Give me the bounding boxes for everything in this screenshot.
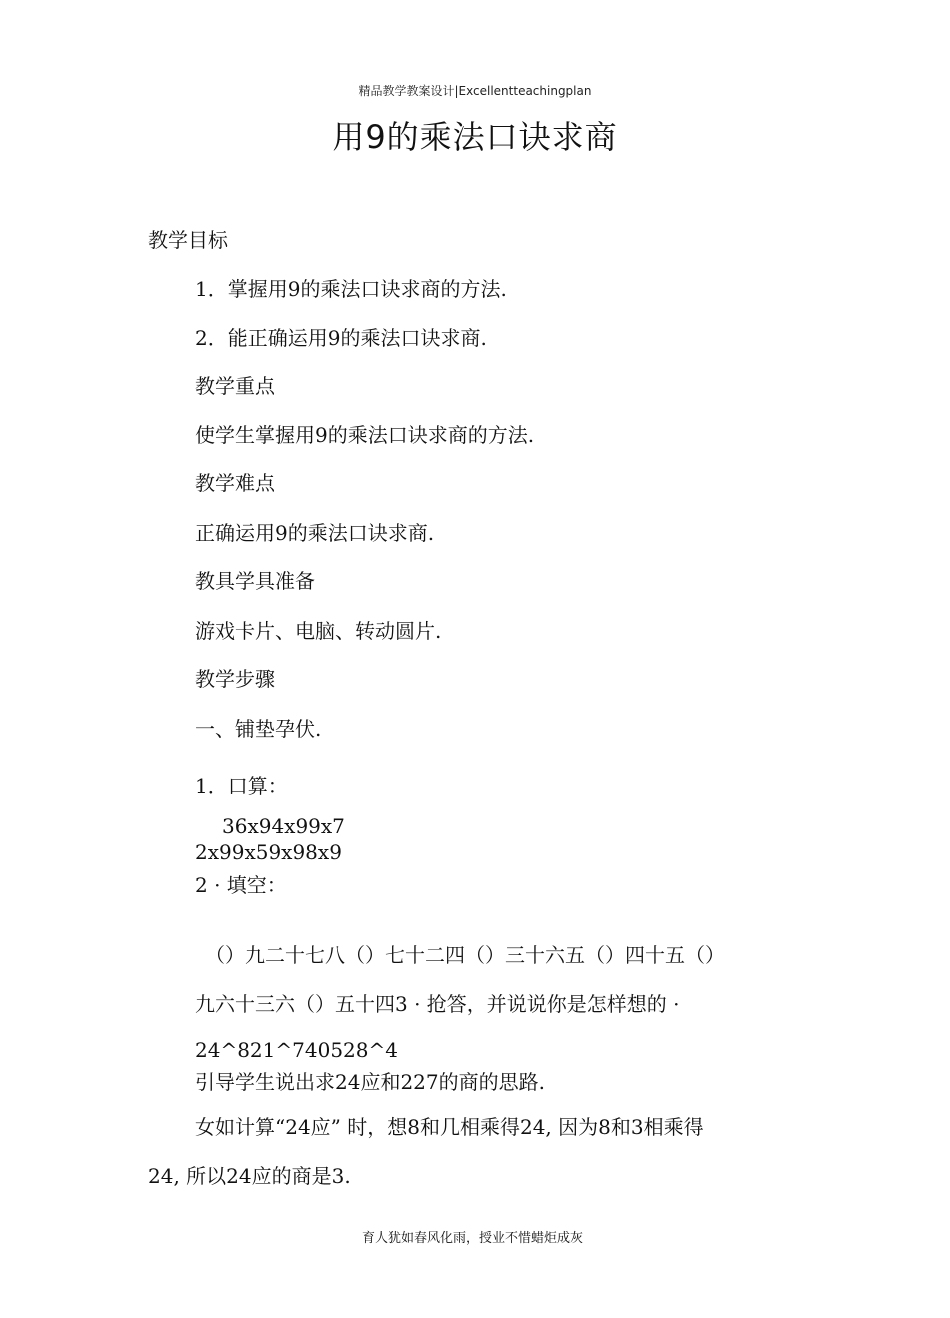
fill-blank-label: 2 · 填空： [195,873,287,897]
key-points-text: 使学生掌握用9的乘法口诀求商的方法. [195,423,535,447]
step-one-heading: 一、铺垫孕伏. [195,717,322,741]
difficulties-text: 正确运用9的乘法口诀求商. [195,521,435,545]
objective-item-1: 1．掌握用9的乘法口诀求商的方法. [195,277,507,301]
fill-blank-row-2: 九六十三六（）五十四3 · 抢答，并说说你是怎样想的 · [195,992,680,1016]
document-title: 用9的乘法口诀求商 [332,118,618,156]
section-heading-difficulties: 教学难点 [195,471,275,495]
tools-text: 游戏卡片、电脑、转动圆片. [195,619,442,643]
fill-blank-row-1: （）九二十七八（）七十二四（）三十六五（）四十五（） [205,943,725,967]
section-heading-key-points: 教学重点 [195,374,275,398]
objective-item-2: 2．能正确运用9的乘法口诀求商. [195,326,487,350]
section-heading-tools: 教具学具准备 [195,569,315,593]
guide-text: 引导学生说出求24应和227的商的思路. [195,1070,545,1094]
example-line-1: 女如计算“24应” 时，想8和几相乘得24, 因为8和3相乘得 [195,1115,704,1139]
example-line-2: 24, 所以24应的商是3. [148,1164,351,1188]
section-heading-steps: 教学步骤 [195,667,275,691]
quick-answer-row: 24^821^740528^4 [195,1038,398,1062]
oral-calc-row-1: 36x94x99x7 [222,814,345,838]
section-heading-objectives: 教学目标 [148,228,228,252]
page-header: 精品教学教案设计|Excellentteachingplan [358,84,592,98]
oral-calc-label: 1．口算： [195,774,288,798]
oral-calc-row-2: 2x99x59x98x9 [195,840,342,864]
page-footer: 育人犹如春风化雨，授业不惜蜡炬成灰 [362,1231,584,1246]
